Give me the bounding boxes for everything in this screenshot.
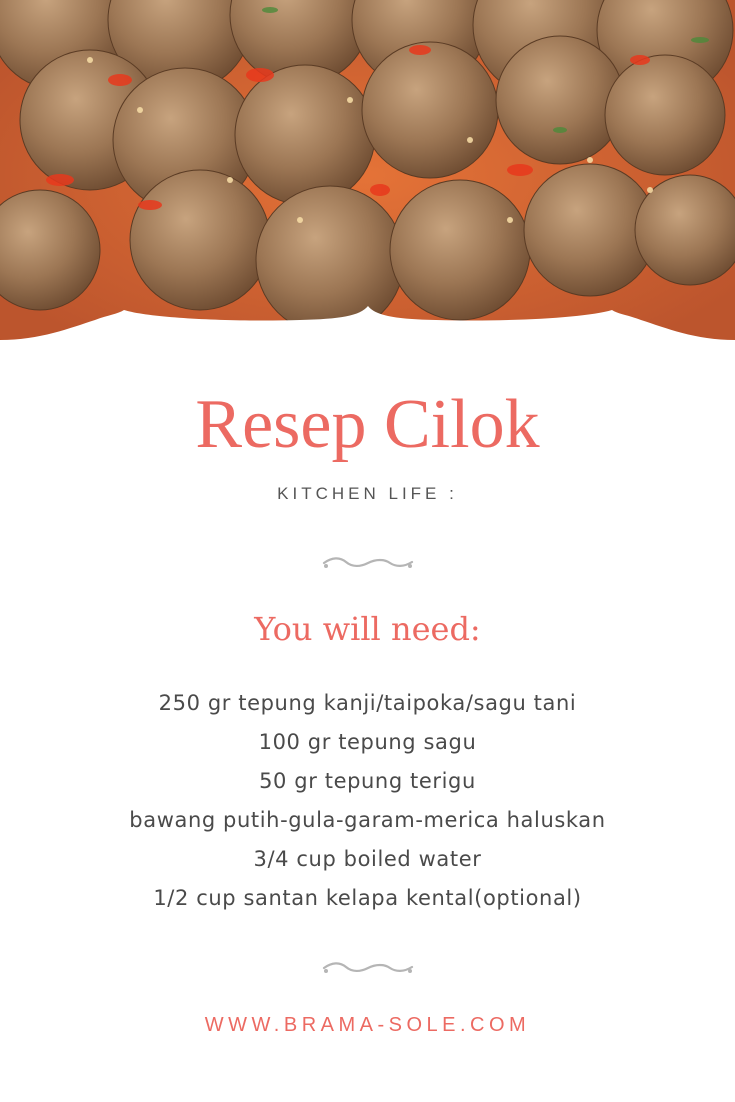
ingredient-item: bawang putih-gula-garam-merica haluskan [129, 808, 606, 832]
ornament-divider-top [318, 555, 418, 571]
card-top-edge [0, 300, 735, 360]
subtitle: KITCHEN LIFE : [277, 484, 458, 503]
hero-food-image [0, 0, 735, 350]
cilok-photo-illustration [0, 0, 735, 350]
ingredient-item: 1/2 cup santan kelapa kental(optional) [153, 886, 582, 910]
ornament-divider-bottom [318, 960, 418, 976]
ingredient-list [0, 684, 735, 918]
section-title: You will need: [254, 610, 481, 648]
ingredient-item: 3/4 cup boiled water [253, 847, 482, 871]
ingredient-item: 100 gr tepung sagu [258, 730, 477, 754]
ingredient-item: 50 gr tepung terigu [259, 769, 476, 793]
ingredient-item: 250 gr tepung kanji/taipoka/sagu tani [158, 691, 577, 715]
recipe-title: Resep Cilok [195, 386, 540, 463]
website-link[interactable]: WWW.BRAMA-SOLE.COM [204, 1014, 531, 1036]
